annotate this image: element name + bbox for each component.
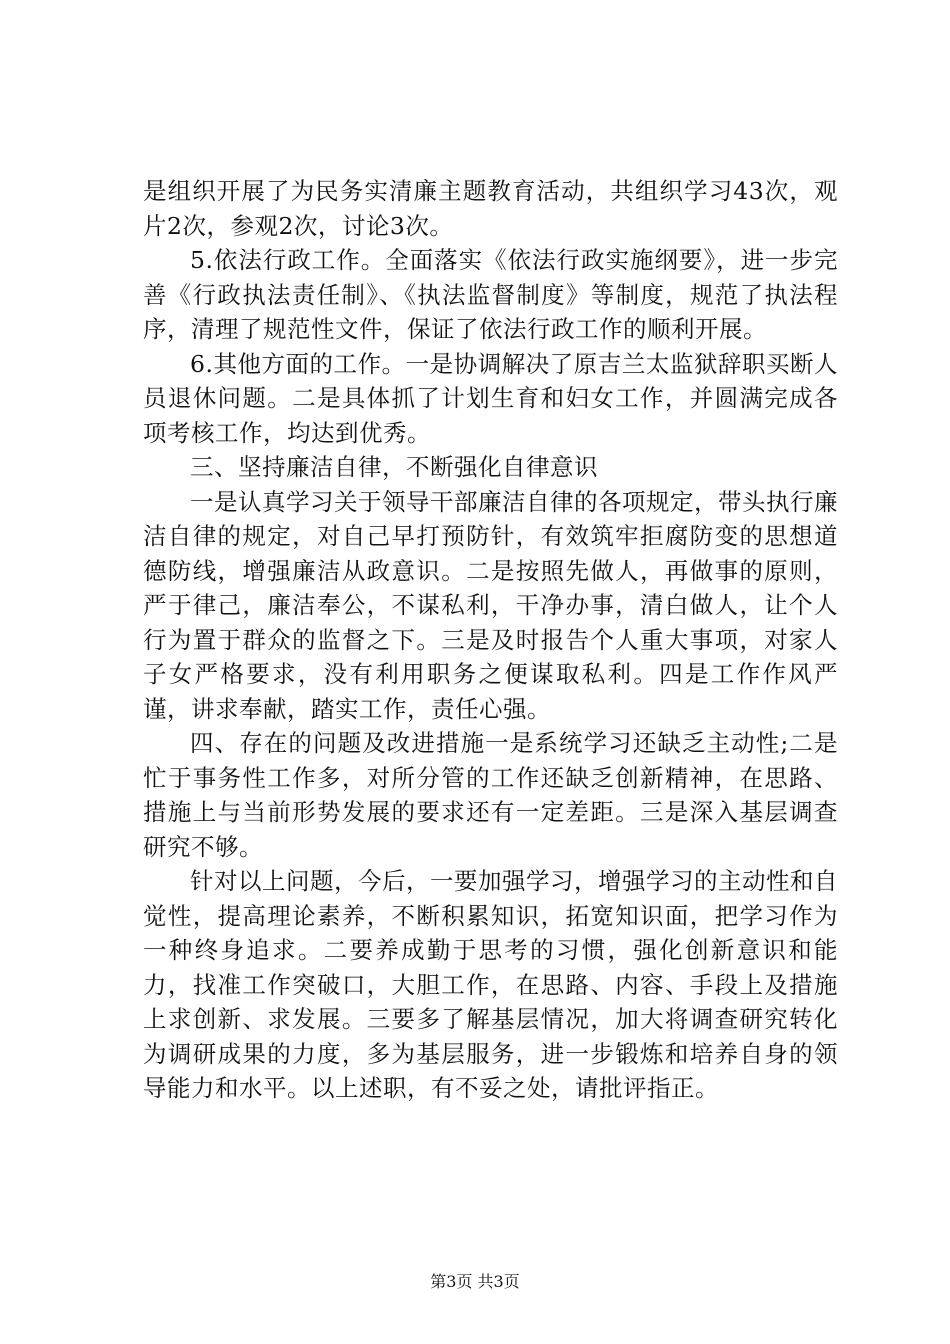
- paragraph-integrity: 一是认真学习关于领导干部廉洁自律的各项规定，带头执行廉洁自律的规定，对自己早打预防针，有效筑牢拒腐防变的思想道德防线，增强廉洁从政意识。二是按照先做人，再做事的原则，严于律己，廉洁奉公，不谋私利，干净办事，清白做人，让个人行为置于群众的监督之下。三是及时报告个人重大事项，对家人子女严格要求，没有利用职务之便谋取私利。四是工作作风严谨，讲求奉献，踏实工作，责任心强。: [143, 487, 838, 723]
- paragraph-lawful-administration: 5.依法行政工作。全面落实《依法行政实施纲要》，进一步完善《行政执法责任制》、《执法监督制度》等制度，规范了执法程序，清理了规范性文件，保证了依法行政工作的顺利开展。: [143, 246, 838, 343]
- paragraph-continuation: 是组织开展了为民务实清廉主题教育活动，共组织学习43次，观片2次，参观2次，讨论3次。: [143, 177, 838, 240]
- section-heading-integrity: 三、坚持廉洁自律，不断强化自律意识: [190, 453, 598, 481]
- paragraph-problems-measures: 四、存在的问题及改进措施一是系统学习还缺乏主动性;二是忙于事务性工作多，对所分管的工作还缺乏创新精神，在思路、措施上与当前形势发展的要求还有一定差距。三是深入基层调查研究不够。: [143, 729, 838, 861]
- page-number-label: 第3页 共3页: [430, 1272, 520, 1291]
- paragraph-future-plans: 针对以上问题，今后，一要加强学习，增强学习的主动性和自觉性，提高理论素养，不断积累知识，拓宽知识面，把学习作为一种终身追求。二要养成勤于思考的习惯，强化创新意识和能力，找准工作突破口，大胆工作，在思路、内容、手段上及措施上求创新、求发展。三要多了解基层情况，加大将调查研究转化为调研成果的力度，多为基层服务，进一步锻炼和培养自身的领导能力和水平。以上述职，有不妥之处，请批评指正。: [143, 867, 838, 1102]
- document-body: [143, 174, 838, 1106]
- page-footer: [0, 1272, 950, 1292]
- paragraph-other-work: 6.其他方面的工作。一是协调解决了原吉兰太监狱辞职买断人员退休问题。二是具体抓了计划生育和妇女工作，并圆满完成各项考核工作，均达到优秀。: [143, 349, 838, 447]
